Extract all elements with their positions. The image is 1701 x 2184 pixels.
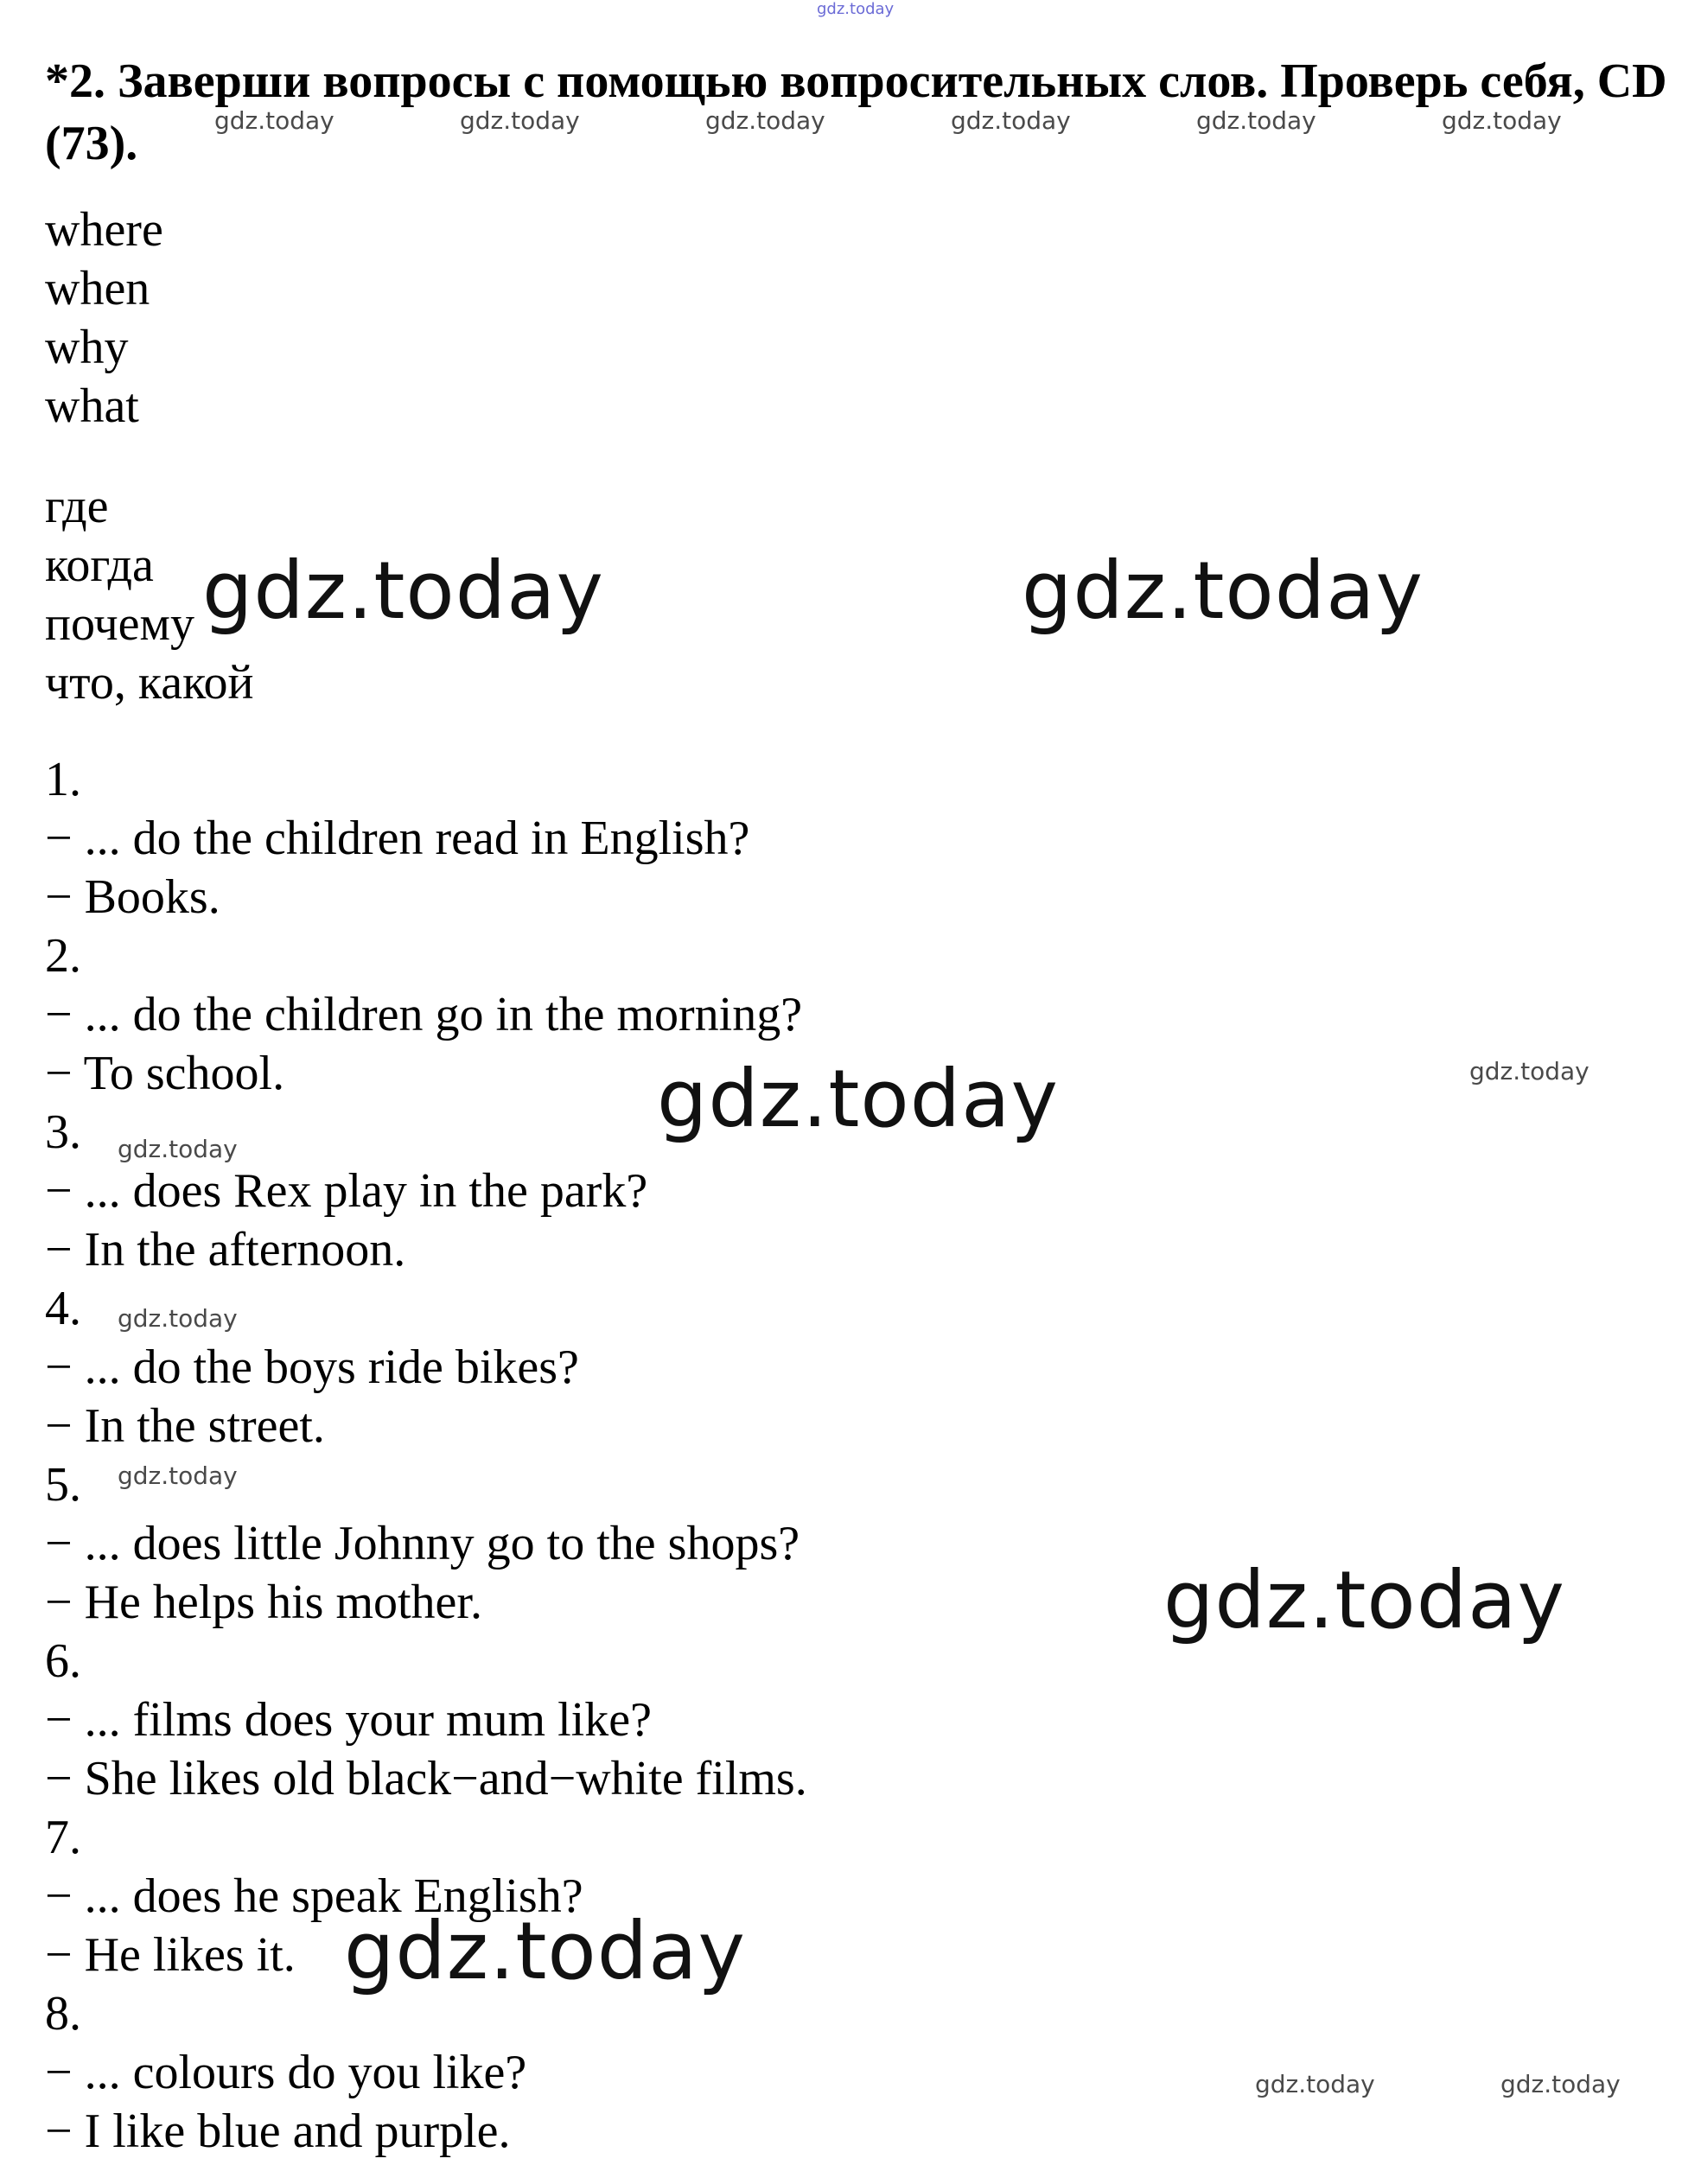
exercise-title: *2. Заверши вопросы с помощью вопросительных слов. Проверь себя, CD (73). — [45, 54, 1667, 170]
watermark-large: gdz.today — [1163, 1554, 1565, 1646]
exercise-answer: − To school. — [45, 1047, 285, 1100]
exercise-answer: − She likes old black−and−white films. — [45, 1752, 807, 1805]
word-ru: что, какой — [45, 656, 254, 710]
exercise-number: 2. — [45, 929, 81, 983]
exercise-answer: − He helps his mother. — [45, 1576, 482, 1629]
exercise-question: − ... does Rex play in the park? — [45, 1164, 648, 1218]
watermark-small: gdz.today — [1500, 2070, 1621, 2098]
exercise-number: 5. — [45, 1458, 81, 1512]
word-ru: почему — [45, 597, 194, 651]
watermark-small: gdz.today — [118, 1135, 238, 1163]
exercise-question: − ... colours do you like? — [45, 2046, 527, 2099]
exercise-number: 4. — [45, 1282, 81, 1335]
exercise-number: 8. — [45, 1987, 81, 2041]
exercise-answer: − I like blue and purple. — [45, 2104, 511, 2158]
watermark-small: gdz.today — [1255, 2070, 1375, 2098]
exercise-question: − ... do the boys ride bikes? — [45, 1340, 579, 1394]
watermark-large: gdz.today — [657, 1053, 1059, 1145]
watermark-small: gdz.today — [118, 1304, 238, 1333]
word-en: when — [45, 262, 150, 315]
watermark-small: gdz.today — [1469, 1057, 1590, 1086]
exercise-number: 3. — [45, 1105, 81, 1159]
watermark-small: gdz.today — [118, 1461, 238, 1490]
word-en: what — [45, 379, 139, 433]
watermark-small: gdz.today — [1442, 106, 1562, 135]
exercise-answer: − Books. — [45, 870, 220, 924]
watermark-large: gdz.today — [344, 1905, 746, 1997]
exercise-number: 7. — [45, 1811, 81, 1864]
watermark-small: gdz.today — [1196, 106, 1316, 135]
exercise-number: 6. — [45, 1634, 81, 1688]
watermark-large: gdz.today — [202, 544, 604, 637]
exercise-answer: − In the street. — [45, 1399, 325, 1453]
word-en: why — [45, 321, 129, 374]
watermark-small: gdz.today — [214, 106, 334, 135]
watermark-small: gdz.today — [460, 106, 580, 135]
word-ru: когда — [45, 538, 154, 592]
watermark-large: gdz.today — [1022, 544, 1424, 637]
word-ru: где — [45, 480, 109, 533]
word-en: where — [45, 203, 163, 257]
exercise-question: − ... do the children read in English? — [45, 812, 750, 865]
watermark-small: gdz.today — [705, 106, 825, 135]
exercise-answer: − In the afternoon. — [45, 1223, 406, 1277]
english-word-list — [45, 201, 163, 436]
exercise-question: − ... does little Johnny go to the shops? — [45, 1517, 800, 1570]
watermark-top: gdz.today — [817, 0, 895, 18]
exercise-question: − ... does he speak English? — [45, 1869, 583, 1923]
exercise-question: − ... do the children go in the morning? — [45, 988, 803, 1041]
exercise-answer: − He likes it. — [45, 1928, 296, 1982]
exercise-question: − ... films does your mum like? — [45, 1693, 652, 1747]
watermark-small: gdz.today — [951, 106, 1071, 135]
exercise-number: 1. — [45, 753, 81, 806]
